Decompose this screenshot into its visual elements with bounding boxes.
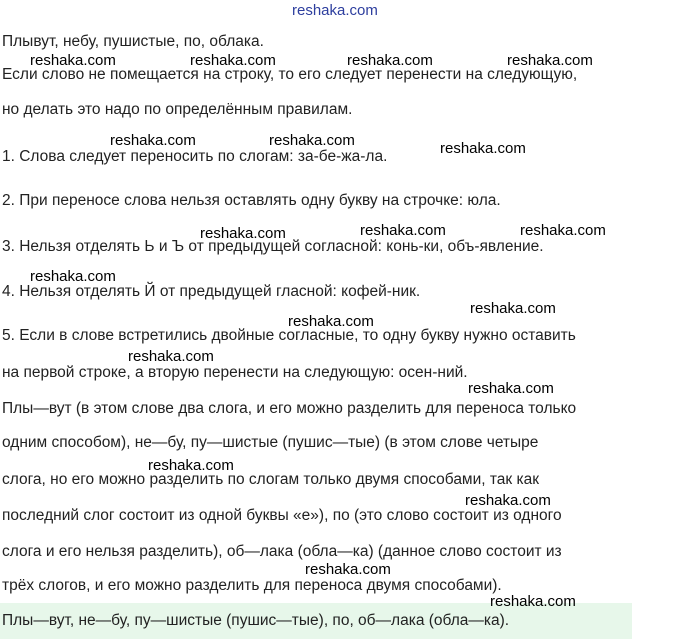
answer-line: Плы—вут, не—бу, пу—шистые (пушис—тые), по, об—лака (обла—ка). xyxy=(2,612,510,629)
watermark: reshaka.com xyxy=(110,132,196,149)
rule-1: 1. Слова следует переносить по слогам: за-бе-жа-ла. xyxy=(2,148,388,165)
watermark: reshaka.com xyxy=(360,222,446,239)
rule-5-line-1: 5. Если в слове встретились двойные согласные, то одну букву нужно оставить xyxy=(2,327,576,344)
watermark: reshaka.com xyxy=(200,225,286,242)
intro-line-1: Если слово не помещается на строку, то его следует перенести на следующую, xyxy=(2,66,578,83)
watermark: reshaka.com xyxy=(148,457,234,474)
watermark: reshaka.com xyxy=(465,492,551,509)
explanation-line-5: слога и его нельзя разделить), об—лака (обла—ка) (данное слово состоит из xyxy=(2,543,562,560)
watermark: reshaka.com xyxy=(30,268,116,285)
site-header-link[interactable]: reshaka.com xyxy=(292,2,378,19)
watermark: reshaka.com xyxy=(468,380,554,397)
watermark: reshaka.com xyxy=(520,222,606,239)
watermark: reshaka.com xyxy=(288,313,374,330)
task-line: Плывут, небу, пушистые, по, облака. xyxy=(2,33,264,50)
watermark: reshaka.com xyxy=(490,593,576,610)
watermark: reshaka.com xyxy=(30,52,116,69)
explanation-line-3: слога, но его можно разделить по слогам только двумя способами, так как xyxy=(2,471,540,488)
rule-2: 2. При переносе слова нельзя оставлять одну букву на строчке: юла. xyxy=(2,192,501,209)
watermark: reshaka.com xyxy=(128,348,214,365)
explanation-line-2: одним способом), не—бу, пу—шистые (пушис—тые) (в этом слове четыре xyxy=(2,434,539,451)
explanation-line-4: последний слог состоит из одной буквы «е»), по (это слово состоит из одного xyxy=(2,507,562,524)
watermark: reshaka.com xyxy=(269,132,355,149)
watermark: reshaka.com xyxy=(440,140,526,157)
explanation-line-1: Плы—вут (в этом слове два слога, и его можно разделить для переноса только xyxy=(2,400,577,417)
watermark: reshaka.com xyxy=(507,52,593,69)
rule-5-line-2: на первой строке, а вторую перенести на следующую: осен-ний. xyxy=(2,364,468,381)
intro-line-2: но делать это надо по определённым правилам. xyxy=(2,101,353,118)
watermark: reshaka.com xyxy=(305,561,391,578)
watermark: reshaka.com xyxy=(190,52,276,69)
rule-3: 3. Нельзя отделять Ь и Ъ от предыдущей согласной: конь-ки, объ-явление. xyxy=(2,238,544,255)
rule-4: 4. Нельзя отделять Й от предыдущей гласной: кофей-ник. xyxy=(2,283,421,300)
watermark: reshaka.com xyxy=(347,52,433,69)
explanation-line-6: трёх слогов, и его можно разделить для переноса двумя способами). xyxy=(2,577,502,594)
watermark: reshaka.com xyxy=(470,300,556,317)
